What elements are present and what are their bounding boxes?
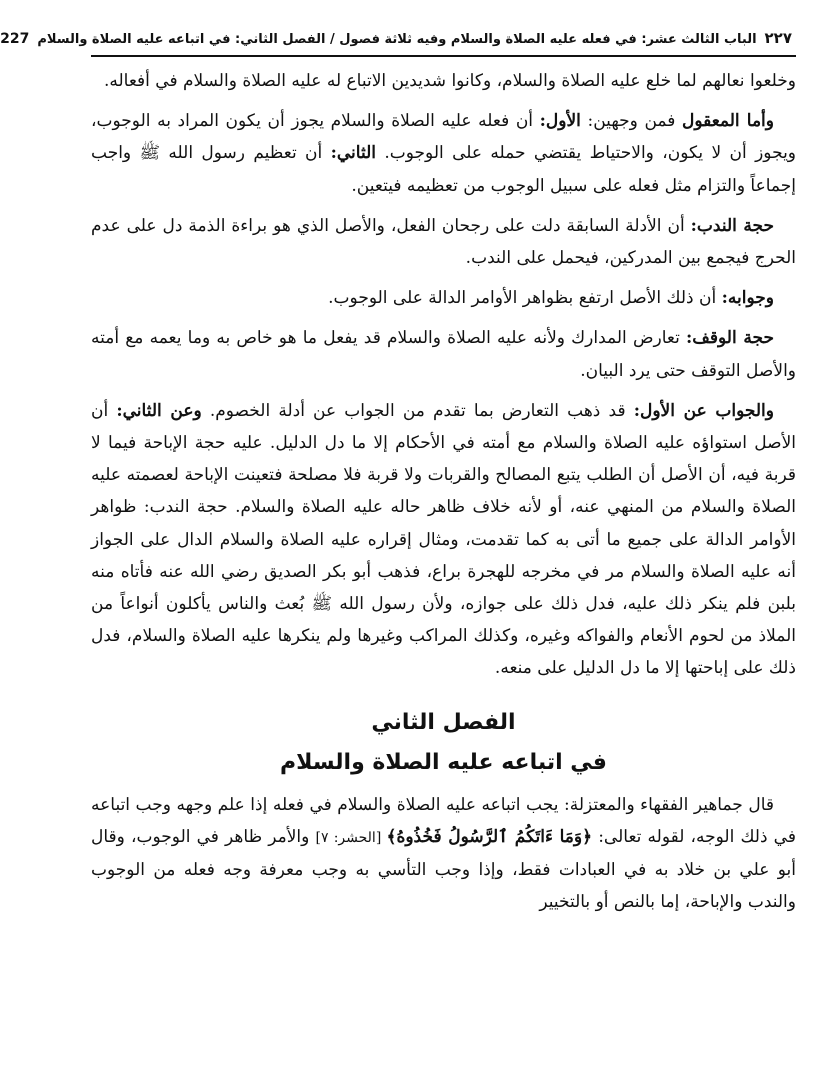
chapter-title: الفصل الثاني (371, 709, 516, 735)
paragraph-2 (91, 105, 796, 202)
paragraph-6-text-b: أن الأصل استواؤه عليه الصلاة والسلام مع أمته في الأحكام إلا ما دل الدليل. عليه حجة الإباحة فيما لا قربة فيه، أن الأصل أن الطلب يتبع المصالح والقربات ولا قربة فلا مصلحة فتعينت الإباحة لعصمته عليه الصلاة والسلام من المنهي عنه، أو لأنه خلاف ظاهر حاله عليه الصلاة والسلام. حجة الندب: ظواهر الأوامر الدالة على جميع ما أتى به كما تقدمت، ومثال إقراره عليه الصلاة والسلام الدال على الجواز أنه عليه الصلاة والسلام مر في مخرجه للهجرة براع، فذهب أبو بكر الصديق رضي الله عنه فأتاه منه بلبن فلم ينكر ذلك عليه، فدل ذلك على جوازه، ولأن رسول الله ﷺ بُعث والناس يأكلون أنواعاً من الملاذ من لحوم الأنعام والفواكه وغيره، وكذلك المراكب وغيرها ولم ينكرها عليه الصلاة والسلام، فدل ذلك على إباحتها إلا ما دل الدليل على منعه. (91, 400, 796, 679)
page-number: 227 (0, 31, 30, 47)
paragraph-5-text: تعارض المدارك ولأنه عليه الصلاة والسلام قد يفعل ما هو خاص به وما يعمه مع أمته والأصل التوقف حتى يرد البيان. (91, 328, 796, 381)
paragraph-4 (91, 282, 796, 314)
paragraph-4-text: أن ذلك الأصل ارتفع بظواهر الأوامر الدالة على الوجوب. (328, 288, 722, 309)
running-header (0, 28, 796, 57)
quran-verse: ﴿وَمَا ءَاتَكُمُ ٱلرَّسُولُ فَخُذُوهُ﴾ (386, 826, 593, 847)
chapter-subtitle: في اتباعه عليه الصلاة والسلام (280, 749, 607, 775)
paragraph-7-text-a: قال جماهير الفقهاء والمعتزلة: يجب اتباعه عليه الصلاة والسلام في فعله إذا علم وجهه وجب اتباعه في ذلك الوجه، لقوله تعالى: (91, 794, 796, 847)
page (0, 28, 797, 1068)
chapter-heading (91, 703, 796, 783)
paragraph-1 (91, 65, 796, 97)
term-suspension-argument: حجة الوقف: (686, 328, 774, 349)
body-text (91, 65, 796, 918)
term-first: الأول: (539, 111, 581, 132)
term-answer-second: وعن الثاني: (116, 400, 202, 421)
page-number-arabic: ٢٢٧ (764, 29, 792, 47)
term-reply: وجوابه: (721, 288, 774, 309)
term-reasoning: وأما المعقول (681, 111, 774, 132)
term-second: الثاني: (330, 143, 376, 164)
paragraph-6 (91, 395, 796, 685)
paragraph-1-text: وخلعوا نعالهم لما خلع عليه الصلاة والسلام، وكانوا شديدين الاتباع له عليه الصلاة والسلام في أفعاله. (103, 71, 796, 91)
paragraph-7-text-b: والأمر ظاهر في الوجوب، وقال أبو علي بن خلاد به في العبادات فقط، وإذا وجب التأسي به وجب معرفة وجه فعله من الوجوب والندب والإباحة، إما بالنص أو بالتخيير (91, 826, 796, 913)
quran-reference: [الحشر: ٧] (315, 829, 387, 846)
paragraph-7 (91, 789, 796, 919)
term-answer-first: والجواب عن الأول: (633, 400, 774, 421)
paragraph-3-text: أن الأدلة السابقة دلت على رجحان الفعل، والأصل الذي هو براءة الذمة دل على عدم الحرج فيجمع بين المدركين، فيحمل على الندب. (91, 215, 796, 269)
paragraph-2-text-b: أن فعله عليه الصلاة والسلام يجوز أن يكون المراد به الوجوب، ويجوز أن لا يكون، والاحتياط يقتضي حمله على الوجوب. (91, 111, 797, 164)
paragraph-5 (91, 322, 796, 386)
paragraph-6-text-a: قد ذهب التعارض بما تقدم من الجواب عن أدلة الخصوم. (201, 400, 634, 421)
term-recommendation-argument: حجة الندب: (690, 215, 774, 236)
running-title: الباب الثالث عشر: في فعله عليه الصلاة والسلام وفيه ثلاثة فصول / الفصل الثاني: في اتباعه عليه الصلاة والسلام (37, 32, 757, 47)
paragraph-3 (91, 210, 796, 274)
paragraph-2-text-a: فمن وجهين: (580, 111, 682, 132)
paragraph-2-text-c: أن تعظيم رسول الله ﷺ واجب إجماعاً والتزام مثل فعله على سبيل الوجوب من تعظيمه فيتعين. (91, 143, 796, 196)
